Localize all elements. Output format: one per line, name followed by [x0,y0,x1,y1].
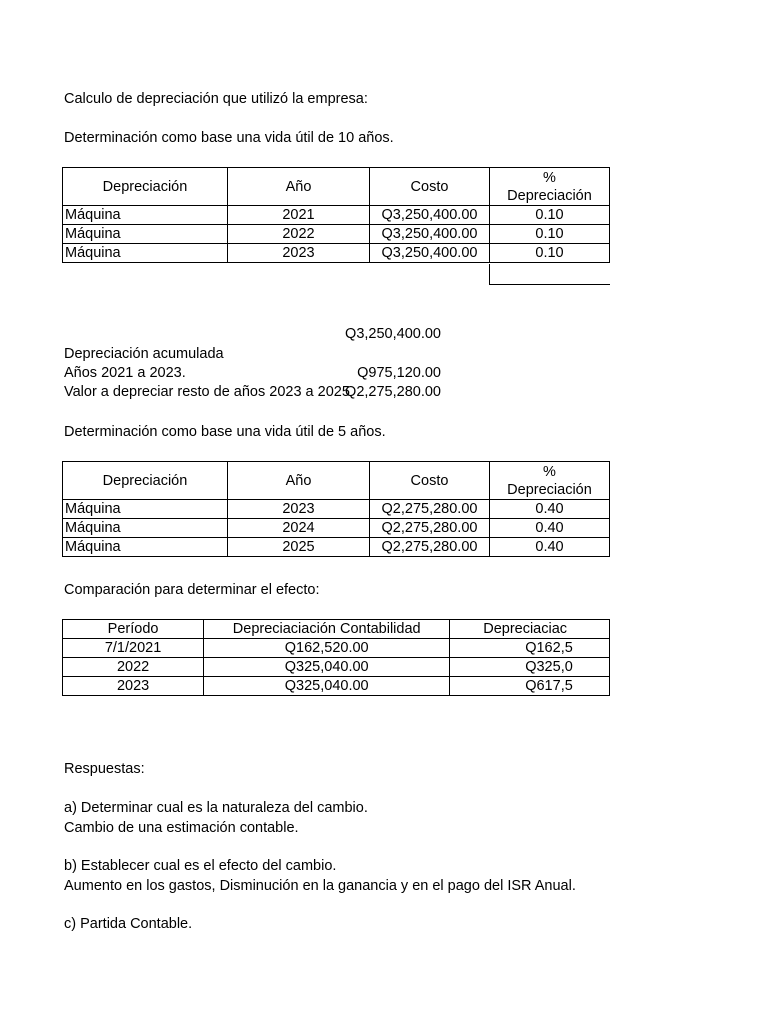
table-row [63,519,610,538]
cell-year: 2021 [228,206,370,225]
table-row [63,244,610,263]
cell-rate: 0.40 [490,519,610,538]
cell-period: 7/1/2021 [63,639,204,658]
answers-title: Respuestas: [64,761,145,777]
years-label: Años 2021 a 2023. [64,365,186,381]
table-row [63,206,610,225]
answer-a-question: a) Determinar cual es la naturaleza del cambio. [64,800,368,816]
cell-dep-other: Q325,0 [450,658,610,677]
cell-cost: Q3,250,400.00 [370,244,490,263]
header-depreciacion: Depreciación [63,168,228,206]
pct-label: Depreciación [507,481,592,498]
table-header-row [63,620,610,639]
cell-asset: Máquina [63,244,228,263]
title-text: Calculo de depreciación que utilizó la empresa: [64,91,368,107]
cell-rate: 0.40 [490,538,610,557]
header-dep-other: Depreciaciac [450,620,610,639]
cell-asset: Máquina [63,225,228,244]
cell-period: 2023 [63,677,204,696]
pct-symbol: % [543,169,556,186]
cell-dep-contabilidad: Q162,520.00 [204,639,450,658]
cell-dep-other: Q162,5 [450,639,610,658]
cell-year: 2025 [228,538,370,557]
accum-label: Depreciación acumulada [64,346,224,362]
basis-10-text: Determinación como base una vida útil de 10 años. [64,130,394,146]
cell-dep-contabilidad: Q325,040.00 [204,658,450,677]
cell-rate: 0.40 [490,500,610,519]
cell-dep-other: Q617,5 [450,677,610,696]
total-cost-value: Q3,250,400.00 [345,326,441,342]
cell-cost: Q3,250,400.00 [370,206,490,225]
cell-asset: Máquina [63,206,228,225]
cell-rate: 0.10 [490,225,610,244]
header-ano: Año [228,462,370,500]
answer-c-question: c) Partida Contable. [64,916,193,932]
cell-rate: 0.10 [490,206,610,225]
answer-a-text: Cambio de una estimación contable. [64,820,299,836]
header-dep-contabilidad: Depreciaciación Contabilidad [204,620,450,639]
table-row [63,639,610,658]
remaining-label: Valor a depreciar resto de años 2023 a 2025 [64,384,350,400]
header-costo: Costo [370,168,490,206]
cell-year: 2023 [228,244,370,263]
cell-dep-contabilidad: Q325,040.00 [204,677,450,696]
cell-cost: Q2,275,280.00 [370,500,490,519]
header-ano: Año [228,168,370,206]
header-depreciacion: Depreciación [63,462,228,500]
cell-asset: Máquina [63,500,228,519]
table-header-row [63,462,610,500]
comparison-title: Comparación para determinar el efecto: [64,582,320,598]
cell-rate: 0.10 [490,244,610,263]
table-row [63,500,610,519]
basis-5-text: Determinación como base una vida útil de 5 años. [64,424,386,440]
header-periodo: Período [63,620,204,639]
table-row [63,677,610,696]
answer-b-question: b) Establecer cual es el efecto del cambio. [64,858,337,874]
table-header-row [63,168,610,206]
cell-period: 2022 [63,658,204,677]
comparison-table [62,619,610,696]
depreciation-table-10 [62,167,610,263]
cell-cost: Q2,275,280.00 [370,538,490,557]
cell-asset: Máquina [63,538,228,557]
years-value: Q975,120.00 [357,365,441,381]
header-pct-depreciacion [490,168,610,206]
empty-total-cell [489,264,610,285]
cell-cost: Q3,250,400.00 [370,225,490,244]
remaining-value: Q2,275,280.00 [345,384,441,400]
table-row [63,538,610,557]
table-row [63,225,610,244]
answer-b-text: Aumento en los gastos, Disminución en la ganancia y en el pago del ISR Anual. [64,878,576,894]
header-costo: Costo [370,462,490,500]
cell-year: 2022 [228,225,370,244]
table-row [63,658,610,677]
header-pct-depreciacion [490,462,610,500]
pct-symbol: % [543,463,556,480]
pct-label: Depreciación [507,187,592,204]
cell-cost: Q2,275,280.00 [370,519,490,538]
cell-year: 2023 [228,500,370,519]
depreciation-table-5 [62,461,610,557]
cell-asset: Máquina [63,519,228,538]
cell-year: 2024 [228,519,370,538]
